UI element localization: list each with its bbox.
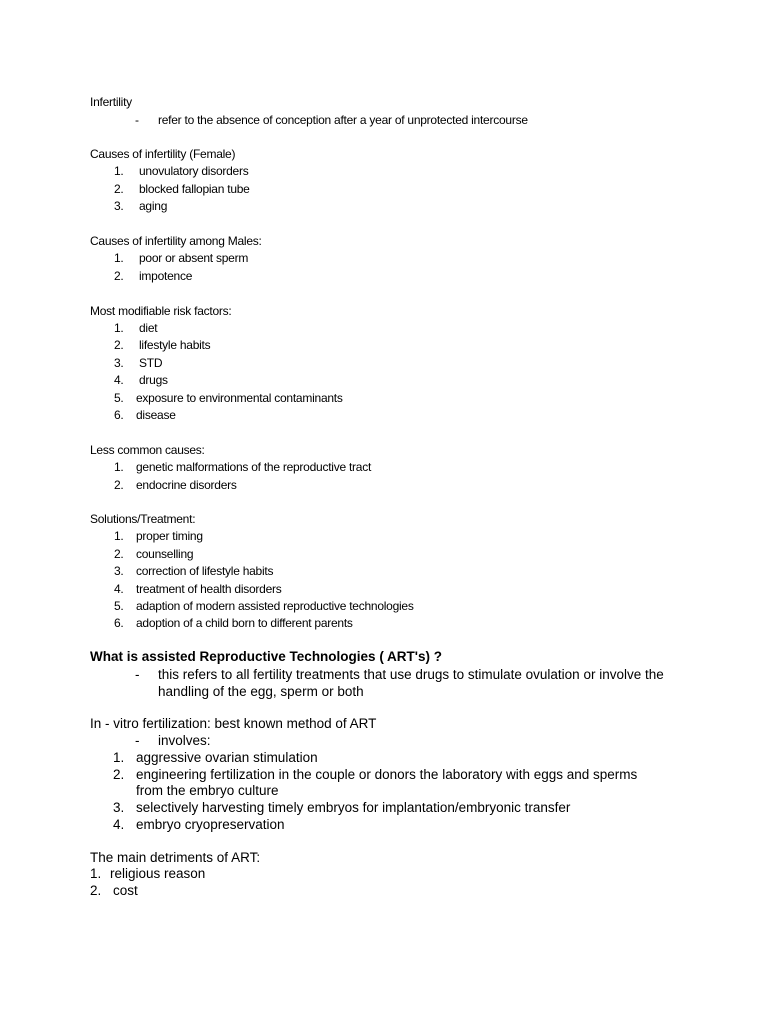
list-item: aging xyxy=(139,199,168,213)
list-number: 1. xyxy=(114,529,124,543)
list-item: STD xyxy=(139,356,163,370)
list-item: adaption of modern assisted reproductive technologies xyxy=(136,599,414,613)
list-item: poor or absent sperm xyxy=(139,251,249,265)
list-item: treatment of health disorders xyxy=(136,582,282,596)
detriments-heading: The main detriments of ART: xyxy=(90,850,261,865)
list-number: 1. xyxy=(114,251,124,265)
list-number: 2. xyxy=(114,478,124,492)
art-definition-line1: this refers to all fertility treatments that use drugs to stimulate ovulation or involve the xyxy=(158,667,664,682)
bullet-dash: - xyxy=(135,667,140,682)
list-item: unovulatory disorders xyxy=(139,164,249,178)
list-number: 2. xyxy=(90,883,102,898)
list-number: 2. xyxy=(113,767,125,782)
list-item: aggressive ovarian stimulation xyxy=(136,750,318,765)
modifiable-heading: Most modifiable risk factors: xyxy=(90,304,232,318)
list-number: 2. xyxy=(114,269,124,283)
list-item: diet xyxy=(139,321,158,335)
list-number: 1. xyxy=(113,750,125,765)
list-number: 5. xyxy=(114,391,124,405)
list-item: disease xyxy=(136,408,176,422)
list-number: 3. xyxy=(114,199,124,213)
list-item: embryo cryopreservation xyxy=(136,817,285,832)
list-item: cost xyxy=(113,883,138,898)
list-number: 4. xyxy=(114,582,124,596)
list-number: 4. xyxy=(114,373,124,387)
female-causes-heading: Causes of infertility (Female) xyxy=(90,147,236,161)
list-number: 5. xyxy=(114,599,124,613)
ivf-heading: In - vitro fertilization: best known method of ART xyxy=(90,716,377,731)
list-number: 1. xyxy=(114,321,124,335)
list-item: genetic malformations of the reproductive tract xyxy=(136,460,372,474)
list-item: correction of lifestyle habits xyxy=(136,564,274,578)
list-number: 3. xyxy=(114,356,124,370)
art-heading: What is assisted Reproductive Technologies ( ART's) ? xyxy=(90,649,443,664)
list-number: 6. xyxy=(114,616,124,630)
list-number: 4. xyxy=(113,817,125,832)
list-number: 3. xyxy=(114,564,124,578)
list-item: religious reason xyxy=(110,866,206,881)
bullet-dash: - xyxy=(135,113,139,127)
list-item: counselling xyxy=(136,547,194,561)
list-item: exposure to environmental contaminants xyxy=(136,391,343,405)
art-definition-line2: handling of the egg, sperm or both xyxy=(158,684,364,699)
list-number: 6. xyxy=(114,408,124,422)
list-item: impotence xyxy=(139,269,193,283)
list-item: blocked fallopian tube xyxy=(139,182,250,196)
list-item-continuation: from the embryo culture xyxy=(136,783,279,798)
list-number: 1. xyxy=(114,164,124,178)
list-number: 2. xyxy=(114,547,124,561)
list-item: adoption of a child born to different parents xyxy=(136,616,353,630)
less-common-heading: Less common causes: xyxy=(90,443,205,457)
list-item: drugs xyxy=(139,373,168,387)
list-number: 1. xyxy=(90,866,102,881)
list-item: lifestyle habits xyxy=(139,338,211,352)
male-causes-heading: Causes of infertility among Males: xyxy=(90,234,262,248)
infertility-heading: Infertility xyxy=(90,95,132,109)
list-number: 1. xyxy=(114,460,124,474)
infertility-definition: refer to the absence of conception after a year of unprotected intercourse xyxy=(158,113,528,127)
list-item: endocrine disorders xyxy=(136,478,237,492)
list-item: engineering fertilization in the couple or donors the laboratory with eggs and sperms xyxy=(136,767,638,782)
bullet-dash: - xyxy=(135,733,140,748)
list-number: 2. xyxy=(114,182,124,196)
list-item: proper timing xyxy=(136,529,203,543)
list-number: 2. xyxy=(114,338,124,352)
solutions-heading: Solutions/Treatment: xyxy=(90,512,196,526)
list-number: 3. xyxy=(113,800,125,815)
ivf-involves: involves: xyxy=(158,733,211,748)
list-item: selectively harvesting timely embryos for implantation/embryonic transfer xyxy=(136,800,571,815)
